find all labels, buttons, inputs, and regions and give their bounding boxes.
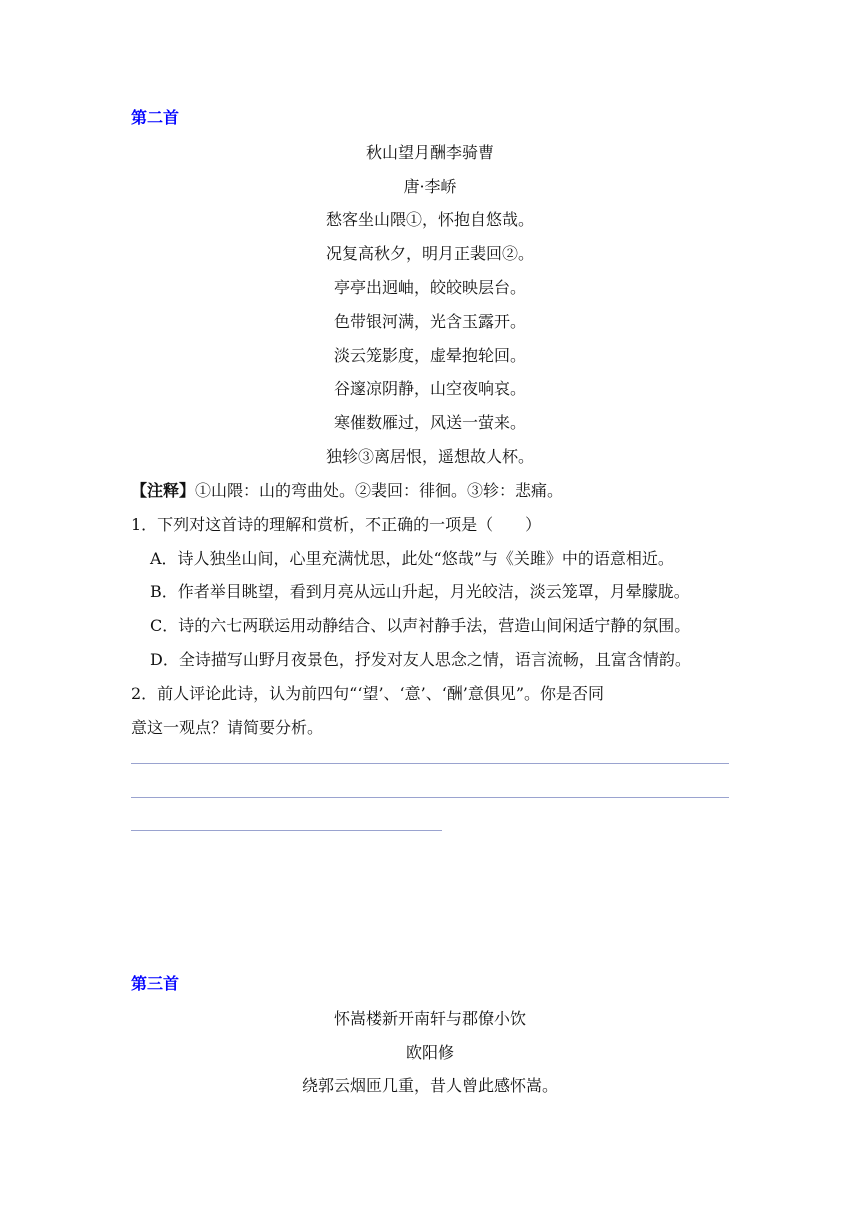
poem-line: 寒催数雁过，风送一萤来。 (333, 413, 526, 432)
answer-line[interactable] (131, 830, 442, 831)
poem2-heading: 第二首 (131, 108, 180, 127)
answer-line[interactable] (131, 797, 729, 798)
option-c: C．诗的六七两联运用动静结合、以声衬静手法，营造山间闲适宁静的氛围。 (150, 616, 691, 635)
poem-line: 谷邃凉阴静，山空夜响哀。 (333, 379, 526, 398)
poem2-title: 秋山望月酬李骑曹 (365, 143, 494, 162)
annotation-label: 【注释】 (131, 481, 196, 500)
question-2-line1: 2．前人评论此诗，认为前四句“‘望’、‘意’、‘酬’意俱见”。你是否同 (131, 684, 605, 703)
poem-line: 独轸③离居恨，遥想故人杯。 (325, 447, 534, 466)
poem2-author: 唐·李峤 (403, 177, 457, 196)
poem-line: 况复高秋夕，明月正裴回②。 (325, 244, 534, 263)
question-2-line2: 意这一观点？请简要分析。 (131, 718, 324, 737)
poem-line: 淡云笼影度，虚晕抱轮回。 (333, 346, 526, 365)
poem-line: 愁客坐山隈①，怀抱自悠哉。 (325, 210, 534, 229)
option-b: B．作者举目眺望，看到月亮从远山升起，月光皎洁，淡云笼罩，月晕朦胧。 (150, 582, 690, 601)
annotation (131, 478, 729, 501)
poem3-title: 怀嵩楼新开南轩与郡僚小饮 (333, 1009, 526, 1028)
poem3-heading: 第三首 (131, 974, 180, 993)
answer-line[interactable] (131, 763, 729, 764)
question-1-stem: 1．下列对这首诗的理解和赏析，不正确的一项是（ ） (131, 515, 542, 534)
poem-line: 亭亭出迥岫，皎皎映层台。 (333, 278, 526, 297)
poem-line: 色带银河满，光含玉露开。 (333, 312, 526, 331)
poem-line: 绕郭云烟匝几重，昔人曾此感怀嵩。 (301, 1076, 558, 1095)
poem3-author: 欧阳修 (405, 1043, 454, 1062)
option-d: D．全诗描写山野月夜景色，抒发对友人思念之情，语言流畅，且富含情韵。 (150, 650, 691, 669)
option-a: A．诗人独坐山间，心里充满忧思，此处“悠哉”与《关雎》中的语意相近。 (150, 549, 674, 568)
annotation-text: ①山隈：山的弯曲处。②裴回：徘徊。③轸：悲痛。 (195, 481, 564, 500)
